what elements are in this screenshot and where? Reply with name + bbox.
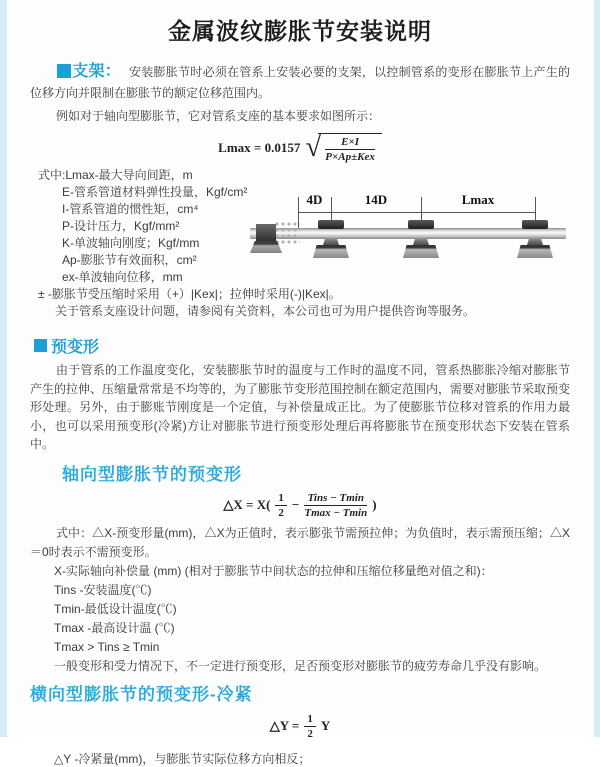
definition-line: Ap-膨胀节有效面积，cm² [62, 253, 197, 267]
support-section-heading: 支架： [72, 63, 122, 80]
consult-note: 关于管系支座设计问题，请参阅有关资料，本公司也可为用户提供咨询等服务。 [55, 304, 476, 318]
dimension-label-lmax: Lmax [461, 192, 495, 207]
predeform-section-heading [34, 334, 600, 357]
definition-line: 一般变形和受力情况下，不一定进行预变形，足否预变形对膨胀节的疲劳寿命几乎没有影响。 [54, 658, 547, 673]
axial-formula [0, 492, 600, 519]
predeform-heading-text: 预变形 [51, 339, 100, 356]
dimension-label-4d: 4D [306, 192, 323, 207]
close-paren: ) [372, 497, 377, 512]
minus-sign: − [291, 497, 300, 512]
section-marker-icon [57, 64, 71, 78]
lateral-formula-rhs: Y [320, 718, 331, 733]
definition-line: I-管系管道的惯性矩，cm⁴ [62, 202, 199, 216]
definition-line: Tmax > Tins ≥ Tmin [54, 639, 160, 654]
support-section-paragraph [30, 61, 570, 104]
axial-subheading: 轴向型膨胀节的预变形 [62, 464, 242, 484]
right-edge-strip [594, 0, 600, 737]
axial-formula-lhs: △X = X( [223, 497, 271, 512]
axial-explain-paragraph: 式中：△X-预变形量(mm)，△X为正值时，表示膨张节需预拉伸；为负值时，表示需预压缩；△X＝0时表示不需预变形。 [30, 525, 570, 559]
cold-tight-note: △Y -冷紧量(mm)，与膨胀节实际位移方向相反； [54, 751, 311, 766]
predeform-paragraph: 由于管系的工作温度变化，安装膨胀节时的温度与工作时的温度不同，管系热膨胀冷缩对膨胀节产生的拉伸、压缩量常常是不均等的，为了膨胀节变形范围控制在额定范围内，需要对膨胀节采取预变形处理。另外，由于膨账节刚度是一个定值，与补偿量成正比。为了使膨胀节位移对管系的作用力最小，也可以采用预变形(冷紧)方让对膨胀节进行预变形处理后再将膨胀节在预变形状态下安装在管系中。 [30, 363, 571, 451]
definition-line: X-实际轴向补偿量 (mm) (相对于膨胀节中间状态的拉伸和压缩位移量绝对值之和)： [54, 563, 493, 578]
axial-definitions [54, 562, 570, 676]
temp-numerator: Tins − Tmin [304, 492, 367, 506]
lmax-formula-lhs: Lmax = 0.0157 [218, 140, 301, 155]
lmax-formula [0, 133, 600, 163]
definition-line: Tins -安装温度(℃) [54, 582, 152, 597]
lmax-definitions [38, 167, 600, 320]
plusminus-note: ± -膨胀节受压缩时采用（+）|Kex|；拉伸时采用(-)|Kex|。 [38, 287, 341, 301]
lateral-formula [0, 713, 600, 740]
lmax-formula-denominator: P×Ap±Kex [325, 151, 375, 163]
page-title: 金属波纹膨胀节安装说明 [168, 18, 432, 44]
dimension-label-14d: 14D [364, 192, 388, 207]
definition-line: Tmin-最低设计温度(℃) [54, 601, 177, 616]
radical-icon: √ [305, 131, 322, 163]
half-denominator: 2 [278, 506, 284, 519]
half-denominator: 2 [307, 727, 313, 740]
lmax-formula-numerator: E×I [325, 136, 375, 150]
definition-line: K-单波轴向刚度；Kgf/mm [62, 236, 200, 250]
definition-line: P-设计压力，Kgf/mm² [62, 219, 180, 233]
definition-line: 式中:Lmax-最大导向间距，m [38, 168, 193, 182]
half-numerator: 1 [304, 713, 316, 727]
definition-line: ex-单波轴向位移，mm [62, 270, 183, 284]
support-body-text: 安装膨胀节时必须在管系上安装必要的支架，以控制管系的变形在膨胀节上产生的位移方向并限制在膨胀节的额定位移范围内。 [30, 65, 570, 100]
sqrt-radical [305, 133, 382, 163]
lateral-formula-lhs: △Y = [269, 718, 300, 733]
definition-line: E-管系管道材料弹性投量，Kgf/cm² [62, 185, 248, 199]
half-numerator: 1 [275, 492, 287, 506]
lateral-subheading: 横向型膨胀节的预变形-冷紧 [30, 684, 253, 704]
support-example-text: 例如对于轴向型膨胀节，它对管系支座的基本要求如图所示： [56, 109, 381, 123]
temp-denominator: Tmax − Tmin [304, 506, 368, 519]
definition-line: Tmax -最高设计温 (℃) [54, 620, 175, 635]
left-edge-strip [0, 0, 7, 737]
section-marker-icon [34, 339, 47, 352]
